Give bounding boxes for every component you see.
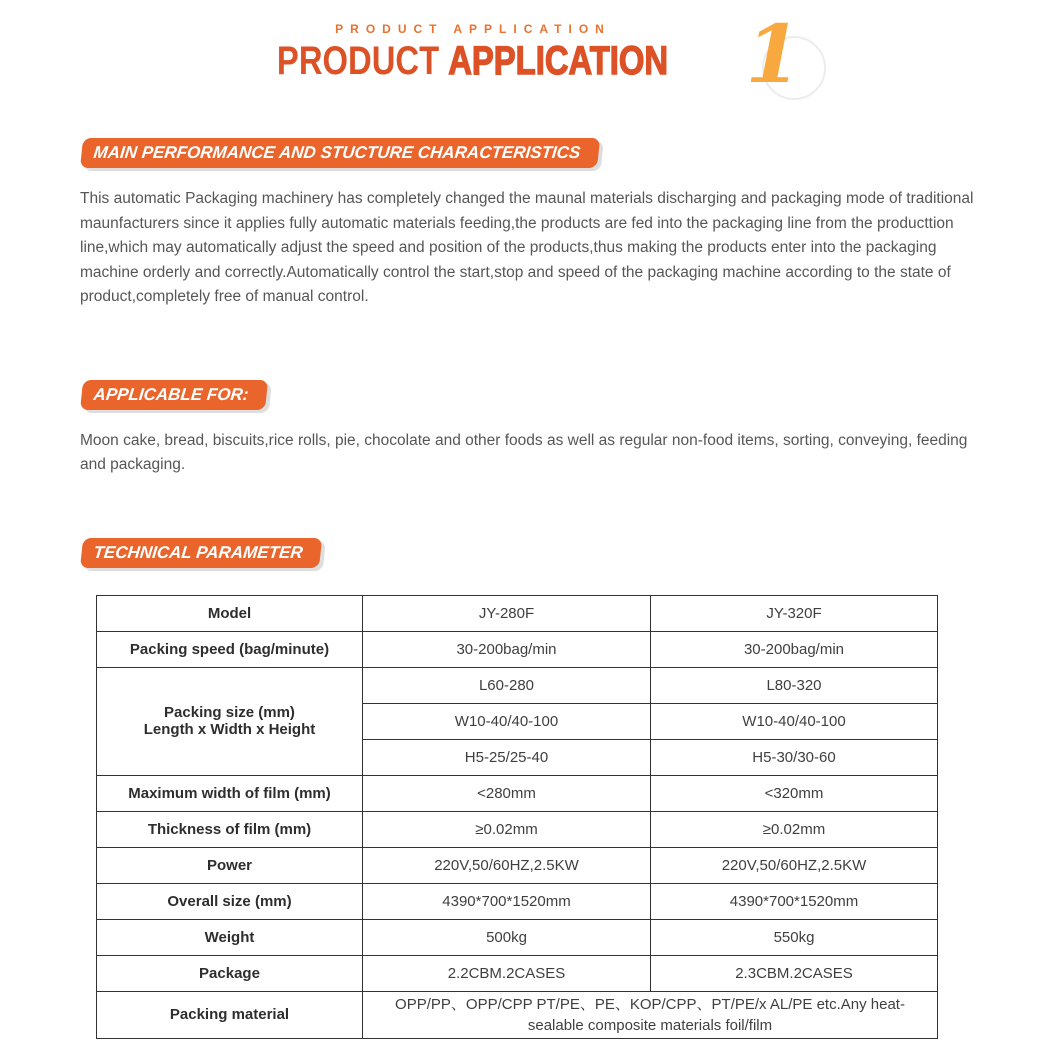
applicable-badge-label: APPLICABLE FOR: [92,384,250,404]
packing-size-label-line-2: Length x Width x Height [143,721,316,738]
table-value-cell: 4390*700*1520mm [651,883,938,919]
page-content [0,138,1060,1039]
performance-section-badge [80,138,600,168]
table-label-cell: Packing material [97,991,363,1038]
table-value-cell: L60-280 [363,667,651,703]
page-title [277,40,668,82]
table-label-cell: Model [97,595,363,631]
table-row-overall-size [97,883,938,919]
table-value-cell: 550kg [651,919,938,955]
section-number: 1 [745,7,802,101]
table-value-cell: 500kg [363,919,651,955]
table-value-cell: JY-280F [363,595,651,631]
table-row-max-film-width [97,775,938,811]
table-label-cell: Package [97,955,363,991]
table-row-model [97,595,938,631]
technical-badge-label: TECHNICAL PARAMETER [92,542,304,562]
table-value-cell: H5-30/30-60 [651,739,938,775]
table-value-cell: ≥0.02mm [363,811,651,847]
table-label-cell: Maximum width of film (mm) [97,775,363,811]
table-value-cell: 220V,50/60HZ,2.5KW [651,847,938,883]
table-value-cell: <320mm [651,775,938,811]
table-value-cell: 220V,50/60HZ,2.5KW [363,847,651,883]
technical-badge-row [80,538,980,568]
table-row-film-thickness [97,811,938,847]
header-eyebrow: PRODUCT APPLICATION [335,22,611,36]
applicable-section-badge [80,380,268,410]
table-label-cell: Thickness of film (mm) [97,811,363,847]
table-row-packing-speed [97,631,938,667]
technical-parameter-table [96,595,938,1039]
page-title-word-1: PRODUCT [277,39,440,83]
table-value-cell: W10-40/40-100 [363,703,651,739]
table-label-cell: Packing speed (bag/minute) [97,631,363,667]
table-row-packing-size-length [97,667,938,703]
technical-section-badge [80,538,322,568]
applicable-description: Moon cake, bread, biscuits,rice rolls, pie, chocolate and other foods as well as regular non-food items, sorting, conveying, feeding and packaging. [80,431,968,473]
performance-badge-label: MAIN PERFORMANCE AND STUCTURE CHARACTERISTICS [92,143,582,162]
table-label-cell: Weight [97,919,363,955]
performance-description: This automatic Packaging machinery has completely changed the maunal materials discharging and packaging mode of traditional maunfacturers since it applies fully automatic materials feeding,the products are fed into the packaging line from the producttion line,which may automatically adjust the speed and position of the products,thus making the products enter into the packaging machine orderly and correctly.Automatically control the start,stop and speed of the packaging machine according to the state of product,completely free of manual control. [80,190,974,305]
packing-size-label-line-1: Packing size (mm) [164,704,295,721]
header-title-stack [234,22,711,82]
performance-badge-row [80,138,980,168]
table-value-cell: 30-200bag/min [651,631,938,667]
section-number-graphic [740,7,826,108]
table-label-cell: Power [97,847,363,883]
table-value-cell: <280mm [363,775,651,811]
table-value-cell: W10-40/40-100 [651,703,938,739]
page-title-word-2: APPLICATION [448,39,669,83]
table-row-packing-material [97,991,938,1038]
table-label-cell [97,667,363,775]
table-value-cell: L80-320 [651,667,938,703]
table-label-cell: Overall size (mm) [97,883,363,919]
table-row-package [97,955,938,991]
table-row-power [97,847,938,883]
table-value-cell: 4390*700*1520mm [363,883,651,919]
table-row-weight [97,919,938,955]
table-value-cell: 2.3CBM.2CASES [651,955,938,991]
table-value-cell: 2.2CBM.2CASES [363,955,651,991]
applicable-badge-row [80,380,980,410]
page-header [0,0,1060,108]
table-value-cell: H5-25/25-40 [363,739,651,775]
table-value-cell: JY-320F [651,595,938,631]
table-value-cell: ≥0.02mm [651,811,938,847]
table-value-cell: OPP/PP、OPP/CPP PT/PE、PE、KOP/CPP、PT/PE/x AL/PE etc.Any heat-sealable composite materials foil/film [363,991,938,1038]
table-value-cell: 30-200bag/min [363,631,651,667]
